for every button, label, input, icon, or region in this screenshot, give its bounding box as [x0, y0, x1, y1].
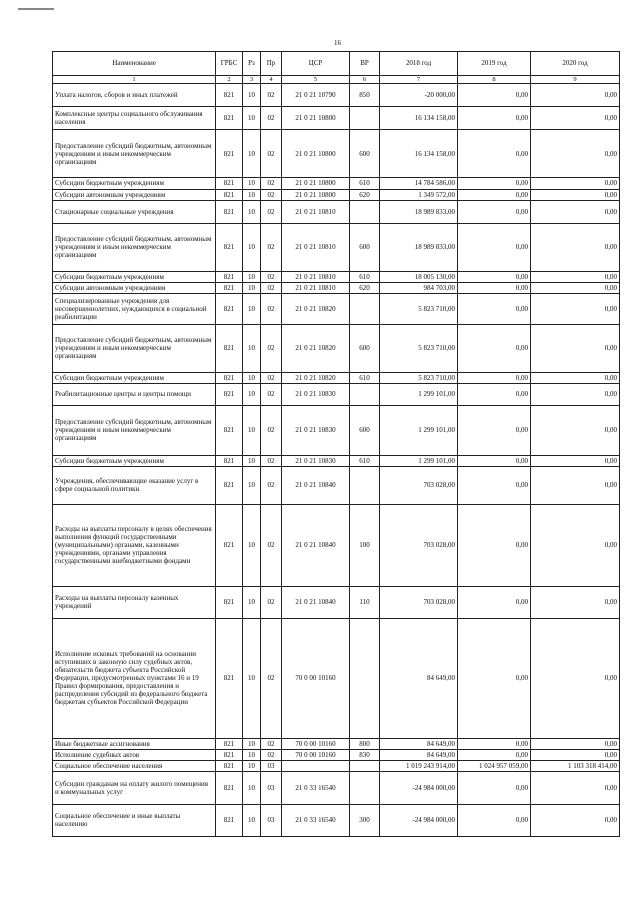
row-rz: 10: [243, 178, 261, 189]
row-2018: 1 299 101,00: [380, 405, 458, 455]
row-2020: 0,00: [531, 107, 620, 130]
row-grbs: 821: [216, 749, 243, 760]
row-2018: 14 784 586,00: [380, 178, 458, 189]
row-vr: [350, 107, 380, 130]
row-pr: 02: [261, 107, 282, 130]
row-2020: 0,00: [531, 200, 620, 223]
row-csr: 21 0 21 10840: [282, 466, 350, 504]
row-csr: 21 0 21 10820: [282, 293, 350, 324]
row-grbs: 821: [216, 504, 243, 586]
row-2018: 703 028,00: [380, 586, 458, 618]
table-row: [53, 771, 620, 804]
row-2019: 0,00: [458, 504, 531, 586]
header-2020: 2020 год: [531, 52, 620, 76]
header-pr: Пр: [261, 52, 282, 76]
table-row: [53, 586, 620, 618]
table-row: [53, 293, 620, 324]
row-grbs: 821: [216, 804, 243, 836]
column-index: 6: [350, 76, 380, 84]
row-2020: 0,00: [531, 749, 620, 760]
row-2018: 5 823 710,00: [380, 324, 458, 372]
budget-table: [52, 51, 620, 837]
row-rz: 10: [243, 504, 261, 586]
table-row: [53, 466, 620, 504]
table-row: [53, 200, 620, 223]
row-rz: 10: [243, 760, 261, 771]
table-row: [53, 504, 620, 586]
row-csr: 21 0 21 10820: [282, 324, 350, 372]
row-name: Учреждения, обеспечивающие оказание услуг в сфере социальной политики: [53, 466, 216, 504]
row-2020: 0,00: [531, 84, 620, 107]
header-name: Наименование: [53, 52, 216, 76]
row-2019: 0,00: [458, 178, 531, 189]
row-2019: 0,00: [458, 372, 531, 383]
row-pr: 02: [261, 223, 282, 271]
table-row: [53, 271, 620, 282]
row-2020: 0,00: [531, 586, 620, 618]
row-vr: 110: [350, 586, 380, 618]
row-2020: 0,00: [531, 372, 620, 383]
row-2018: 84 649,00: [380, 749, 458, 760]
row-name: Субсидии автономным учреждениям: [53, 189, 216, 200]
row-name: Исполнение судебных актов: [53, 749, 216, 760]
column-index: 1: [53, 76, 216, 84]
row-2020: 0,00: [531, 223, 620, 271]
row-name: Субсидии бюджетным учреждениям: [53, 178, 216, 189]
table-row: [53, 189, 620, 200]
row-vr: 300: [350, 804, 380, 836]
table-row: [53, 618, 620, 738]
row-2019: 0,00: [458, 271, 531, 282]
row-2020: 0,00: [531, 189, 620, 200]
row-2018: 16 134 158,00: [380, 107, 458, 130]
row-vr: [350, 293, 380, 324]
row-rz: 10: [243, 282, 261, 293]
row-2020: 0,00: [531, 455, 620, 466]
row-rz: 10: [243, 405, 261, 455]
row-rz: 10: [243, 455, 261, 466]
table-row: [53, 738, 620, 749]
row-2018: -24 984 000,00: [380, 771, 458, 804]
table-row: [53, 107, 620, 130]
row-grbs: 821: [216, 324, 243, 372]
row-pr: 02: [261, 618, 282, 738]
table-row: [53, 282, 620, 293]
row-2019: 0,00: [458, 189, 531, 200]
row-grbs: 821: [216, 282, 243, 293]
row-2018: 18 005 130,00: [380, 271, 458, 282]
table-row: [53, 383, 620, 405]
row-2018: 1 349 572,00: [380, 189, 458, 200]
row-2018: 703 028,00: [380, 466, 458, 504]
row-pr: 02: [261, 455, 282, 466]
row-grbs: 821: [216, 107, 243, 130]
row-name: Предоставление субсидий бюджетным, автономным учреждениям и иным некоммерческим организациям: [53, 223, 216, 271]
table-row: [53, 372, 620, 383]
row-2019: 0,00: [458, 618, 531, 738]
row-vr: 620: [350, 282, 380, 293]
row-2018: 1 299 101,00: [380, 383, 458, 405]
row-csr: 21 0 33 16540: [282, 804, 350, 836]
row-grbs: 821: [216, 293, 243, 324]
row-2018: 18 989 833,00: [380, 223, 458, 271]
row-name: Расходы на выплаты персоналу казенных учреждений: [53, 586, 216, 618]
row-csr: 21 0 21 10810: [282, 282, 350, 293]
row-vr: [350, 383, 380, 405]
row-name: Комплексные центры социального обслуживания населения: [53, 107, 216, 130]
header-row: [53, 52, 620, 76]
row-csr: [282, 760, 350, 771]
row-2019: 0,00: [458, 405, 531, 455]
scan-mark: [18, 8, 54, 10]
row-name: Уплата налогов, сборов и иных платежей: [53, 84, 216, 107]
row-grbs: 821: [216, 738, 243, 749]
row-2018: 703 028,00: [380, 504, 458, 586]
row-vr: 100: [350, 504, 380, 586]
row-2018: 16 134 158,00: [380, 130, 458, 178]
row-2019: 0,00: [458, 455, 531, 466]
row-csr: 21 0 21 10820: [282, 372, 350, 383]
row-grbs: 821: [216, 372, 243, 383]
header-2018: 2018 год: [380, 52, 458, 76]
row-grbs: 821: [216, 178, 243, 189]
row-2020: 0,00: [531, 282, 620, 293]
row-2018: -24 984 000,00: [380, 804, 458, 836]
row-2019: 0,00: [458, 282, 531, 293]
row-name: Субсидии гражданам на оплату жилого помещения и коммунальных услуг: [53, 771, 216, 804]
header-grbs: ГРБС: [216, 52, 243, 76]
row-name: Исполнение исковых требований на основании вступивших в законную силу судебных актов, обязательств бюджета субъекта Российской Федерации, предусмотренных пунктами 16 и 19 Правил формирования, предоставления и распределения субсидий из федерального бюджета бюджетам субъектов Российской Федерации: [53, 618, 216, 738]
row-2019: 0,00: [458, 223, 531, 271]
row-csr: 21 0 21 10810: [282, 200, 350, 223]
row-2019: 1 024 957 059,00: [458, 760, 531, 771]
column-index: 9: [531, 76, 620, 84]
row-csr: 21 0 21 10800: [282, 130, 350, 178]
column-index: 3: [243, 76, 261, 84]
column-index: 4: [261, 76, 282, 84]
row-pr: 02: [261, 130, 282, 178]
row-2018: 5 823 710,00: [380, 372, 458, 383]
row-pr: 02: [261, 504, 282, 586]
row-csr: 70 0 00 10160: [282, 618, 350, 738]
header-csr: ЦСР: [282, 52, 350, 76]
row-name: Реабилитационные центры и центры помощи: [53, 383, 216, 405]
table-row: [53, 804, 620, 836]
row-vr: [350, 618, 380, 738]
row-rz: 10: [243, 223, 261, 271]
row-vr: 600: [350, 405, 380, 455]
row-rz: 10: [243, 324, 261, 372]
row-2019: 0,00: [458, 738, 531, 749]
row-2019: 0,00: [458, 107, 531, 130]
row-grbs: 821: [216, 586, 243, 618]
row-csr: 21 0 21 10830: [282, 383, 350, 405]
row-rz: 10: [243, 738, 261, 749]
row-csr: 21 0 33 16540: [282, 771, 350, 804]
row-2019: 0,00: [458, 200, 531, 223]
row-2020: 0,00: [531, 383, 620, 405]
row-vr: 610: [350, 271, 380, 282]
row-name: Социальное обеспечение населения: [53, 760, 216, 771]
table-row: [53, 324, 620, 372]
row-pr: 02: [261, 405, 282, 455]
row-name: Предоставление субсидий бюджетным, автономным учреждениям и иным некоммерческим организациям: [53, 324, 216, 372]
row-2019: 0,00: [458, 84, 531, 107]
row-2020: 0,00: [531, 618, 620, 738]
row-vr: [350, 771, 380, 804]
row-pr: 02: [261, 200, 282, 223]
row-vr: 800: [350, 738, 380, 749]
row-2020: 0,00: [531, 466, 620, 504]
row-rz: 10: [243, 372, 261, 383]
row-csr: 21 0 21 10810: [282, 223, 350, 271]
row-rz: 10: [243, 189, 261, 200]
row-vr: 620: [350, 189, 380, 200]
row-pr: 02: [261, 271, 282, 282]
column-index-row: [53, 76, 620, 84]
row-2019: 0,00: [458, 804, 531, 836]
row-pr: 02: [261, 372, 282, 383]
column-index: 8: [458, 76, 531, 84]
row-vr: 600: [350, 130, 380, 178]
row-2019: 0,00: [458, 466, 531, 504]
row-2020: 0,00: [531, 271, 620, 282]
table-row: [53, 749, 620, 760]
column-index: 2: [216, 76, 243, 84]
row-csr: 21 0 21 10830: [282, 405, 350, 455]
row-csr: 21 0 21 10810: [282, 271, 350, 282]
row-vr: [350, 760, 380, 771]
row-vr: 850: [350, 84, 380, 107]
table-body: [53, 84, 620, 836]
table-row: [53, 130, 620, 178]
row-rz: 10: [243, 107, 261, 130]
row-2020: 0,00: [531, 324, 620, 372]
row-grbs: 821: [216, 405, 243, 455]
row-2018: 1 299 101,00: [380, 455, 458, 466]
row-rz: 10: [243, 130, 261, 178]
row-pr: 03: [261, 771, 282, 804]
row-2019: 0,00: [458, 293, 531, 324]
row-pr: 02: [261, 586, 282, 618]
row-pr: 02: [261, 749, 282, 760]
row-name: Субсидии бюджетным учреждениям: [53, 455, 216, 466]
row-2018: 984 703,00: [380, 282, 458, 293]
row-grbs: 821: [216, 771, 243, 804]
row-2019: 0,00: [458, 771, 531, 804]
row-pr: 02: [261, 84, 282, 107]
row-2020: 0,00: [531, 405, 620, 455]
row-grbs: 821: [216, 84, 243, 107]
row-rz: 10: [243, 200, 261, 223]
row-rz: 10: [243, 293, 261, 324]
row-pr: 02: [261, 189, 282, 200]
row-name: Расходы на выплаты персоналу в целях обеспечения выполнения функций государственными (муниципальными) органами, казенными учреждениями, органами управления государственными внебюджетными фондами: [53, 504, 216, 586]
row-grbs: 821: [216, 455, 243, 466]
row-2018: 84 649,00: [380, 738, 458, 749]
row-pr: 02: [261, 383, 282, 405]
row-csr: 70 0 00 10160: [282, 738, 350, 749]
page-number: 16: [334, 39, 341, 47]
row-name: Субсидии бюджетным учреждениям: [53, 271, 216, 282]
row-name: Предоставление субсидий бюджетным, автономным учреждениям и иным некоммерческим организациям: [53, 405, 216, 455]
row-2020: 0,00: [531, 504, 620, 586]
row-pr: 03: [261, 804, 282, 836]
row-2018: 18 989 833,00: [380, 200, 458, 223]
row-2019: 0,00: [458, 324, 531, 372]
row-name: Субсидии бюджетным учреждениям: [53, 372, 216, 383]
row-2018: -20 000,00: [380, 84, 458, 107]
column-index: 5: [282, 76, 350, 84]
row-2020: 0,00: [531, 130, 620, 178]
table-row: [53, 178, 620, 189]
row-2020: 0,00: [531, 771, 620, 804]
row-name: Предоставление субсидий бюджетным, автономным учреждениям и иным некоммерческим организациям: [53, 130, 216, 178]
row-2019: 0,00: [458, 749, 531, 760]
row-pr: 02: [261, 293, 282, 324]
row-name: Стационарные социальные учреждения: [53, 200, 216, 223]
table-row: [53, 405, 620, 455]
row-csr: 21 0 21 10790: [282, 84, 350, 107]
row-vr: 610: [350, 178, 380, 189]
row-grbs: 821: [216, 130, 243, 178]
row-vr: 600: [350, 324, 380, 372]
row-pr: 02: [261, 178, 282, 189]
row-2020: 0,00: [531, 293, 620, 324]
row-grbs: 821: [216, 271, 243, 282]
row-csr: 70 0 00 10160: [282, 749, 350, 760]
row-vr: 830: [350, 749, 380, 760]
row-2020: 0,00: [531, 804, 620, 836]
row-rz: 10: [243, 618, 261, 738]
row-pr: 02: [261, 282, 282, 293]
row-csr: 21 0 21 10830: [282, 455, 350, 466]
row-name: Социальное обеспечение и иные выплаты населению: [53, 804, 216, 836]
row-grbs: 821: [216, 200, 243, 223]
row-grbs: 821: [216, 223, 243, 271]
column-index: 7: [380, 76, 458, 84]
header-2019: 2019 год: [458, 52, 531, 76]
row-pr: 02: [261, 738, 282, 749]
row-csr: 21 0 21 10840: [282, 586, 350, 618]
row-rz: 10: [243, 466, 261, 504]
row-name: Специализированные учреждения для несовершеннолетних, нуждающихся в социальной реабилитации: [53, 293, 216, 324]
row-vr: [350, 200, 380, 223]
row-2019: 0,00: [458, 383, 531, 405]
row-grbs: 821: [216, 189, 243, 200]
table-row: [53, 84, 620, 107]
row-grbs: 821: [216, 618, 243, 738]
table-row: [53, 455, 620, 466]
row-rz: 10: [243, 271, 261, 282]
row-2020: 1 103 318 414,00: [531, 760, 620, 771]
header-rz: Рз: [243, 52, 261, 76]
table-row: [53, 223, 620, 271]
row-vr: 610: [350, 372, 380, 383]
row-rz: 10: [243, 383, 261, 405]
row-2020: 0,00: [531, 738, 620, 749]
row-rz: 10: [243, 749, 261, 760]
row-2018: 84 649,00: [380, 618, 458, 738]
row-2018: 1 019 243 914,00: [380, 760, 458, 771]
row-2020: 0,00: [531, 178, 620, 189]
row-rz: 10: [243, 804, 261, 836]
row-grbs: 821: [216, 466, 243, 504]
row-rz: 10: [243, 586, 261, 618]
row-rz: 10: [243, 771, 261, 804]
row-vr: [350, 466, 380, 504]
row-name: Субсидии автономным учреждениям: [53, 282, 216, 293]
row-2019: 0,00: [458, 586, 531, 618]
row-grbs: 821: [216, 383, 243, 405]
row-csr: 21 0 21 10800: [282, 178, 350, 189]
row-pr: 03: [261, 760, 282, 771]
row-2019: 0,00: [458, 130, 531, 178]
row-grbs: 821: [216, 760, 243, 771]
row-csr: 21 0 21 10840: [282, 504, 350, 586]
row-pr: 02: [261, 324, 282, 372]
row-vr: 610: [350, 455, 380, 466]
header-vr: ВР: [350, 52, 380, 76]
row-rz: 10: [243, 84, 261, 107]
row-vr: 600: [350, 223, 380, 271]
row-pr: 02: [261, 466, 282, 504]
row-name: Иные бюджетные ассигнования: [53, 738, 216, 749]
row-2018: 5 823 710,00: [380, 293, 458, 324]
row-csr: 21 0 21 10800: [282, 107, 350, 130]
table-row: [53, 760, 620, 771]
row-csr: 21 0 21 10800: [282, 189, 350, 200]
